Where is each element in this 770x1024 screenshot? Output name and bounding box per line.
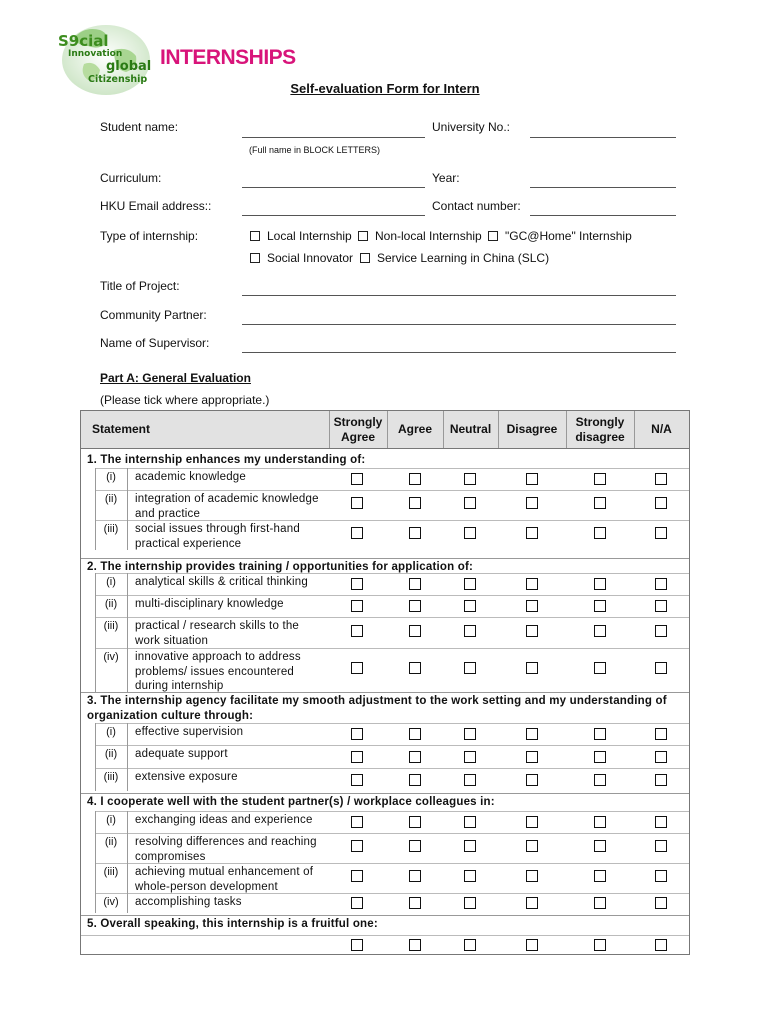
row-left-border: [95, 863, 96, 893]
rating-checkbox[interactable]: [409, 897, 421, 909]
section-title: [87, 694, 667, 724]
statement-line: accomplishing tasks: [135, 896, 242, 908]
row-left-border: [95, 833, 96, 863]
supervisor-line[interactable]: [242, 352, 676, 353]
rating-checkbox[interactable]: [594, 816, 606, 828]
rating-checkbox[interactable]: [351, 662, 363, 674]
rating-checkbox[interactable]: [351, 527, 363, 539]
student-name-label: Student name:: [100, 120, 179, 134]
row-num-border: [127, 863, 128, 893]
rating-checkbox[interactable]: [351, 751, 363, 763]
row-number: (i): [106, 814, 116, 826]
statement-line: whole-person development: [135, 880, 278, 893]
part-a-heading: Part A: General Evaluation: [100, 371, 251, 385]
statement-line: practical experience: [135, 537, 242, 550]
rating-checkbox[interactable]: [655, 751, 667, 763]
rating-checkbox[interactable]: [464, 578, 476, 590]
section-title-line: 3. The internship agency facilitate my smooth adjustment to the work setting and my understanding of: [87, 695, 667, 707]
row-divider: [95, 573, 689, 574]
rating-checkbox[interactable]: [409, 751, 421, 763]
row-left-border: [95, 768, 96, 791]
name-format-note: (Full name in BLOCK LETTERS): [249, 145, 381, 155]
row-num-border: [127, 573, 128, 595]
community-partner-line[interactable]: [242, 324, 676, 325]
row-statement: [135, 492, 319, 521]
rating-checkbox[interactable]: [594, 870, 606, 882]
rating-checkbox[interactable]: [464, 625, 476, 637]
row-divider: [95, 893, 689, 894]
row-divider: [95, 833, 689, 834]
rating-checkbox[interactable]: [351, 774, 363, 786]
row-divider: [95, 617, 689, 618]
rating-checkbox[interactable]: [526, 527, 538, 539]
checkbox-icon[interactable]: [488, 231, 498, 241]
rating-checkbox[interactable]: [409, 625, 421, 637]
rating-checkbox[interactable]: [655, 939, 667, 951]
section-title-line: 1. The internship enhances my understanding of:: [87, 454, 366, 466]
statement-line: work situation: [135, 634, 209, 647]
row-number: (iv): [103, 896, 119, 908]
rating-checkbox[interactable]: [464, 497, 476, 509]
row-left-border: [95, 468, 96, 490]
rating-checkbox[interactable]: [526, 625, 538, 637]
contact-line[interactable]: [530, 215, 676, 216]
row-left-border: [95, 490, 96, 520]
row-left-border: [95, 745, 96, 768]
rating-checkbox[interactable]: [594, 497, 606, 509]
rating-checkbox[interactable]: [464, 840, 476, 852]
statement-line: extensive exposure: [135, 771, 238, 783]
curriculum-line[interactable]: [242, 187, 425, 188]
checkbox-icon[interactable]: [250, 231, 260, 241]
row-num-border: [127, 723, 128, 745]
checkbox-icon[interactable]: [358, 231, 368, 241]
row-statement: [135, 650, 301, 694]
row-statement: [135, 835, 317, 864]
type-local-option[interactable]: Local Internship: [250, 229, 352, 243]
section-title-line: 2. The internship provides training / opportunities for application of:: [87, 561, 474, 573]
statement-line: and practice: [135, 507, 201, 520]
rating-checkbox[interactable]: [655, 527, 667, 539]
type-gchome-option[interactable]: "GC@Home" Internship: [488, 229, 632, 243]
header-na: N/A: [651, 422, 672, 436]
statement-line: social issues through first-hand: [135, 523, 300, 535]
row-statement: [135, 770, 238, 785]
rating-checkbox[interactable]: [526, 816, 538, 828]
row-left-border: [95, 520, 96, 550]
row-statement: [135, 575, 308, 590]
rating-checkbox[interactable]: [409, 662, 421, 674]
part-a-instruction: (Please tick where appropriate.): [100, 393, 270, 407]
logo-text-global: global: [106, 59, 152, 74]
year-label: Year:: [432, 171, 460, 185]
section-title: [87, 453, 365, 468]
rating-checkbox[interactable]: [409, 497, 421, 509]
rating-checkbox[interactable]: [409, 728, 421, 740]
rating-checkbox[interactable]: [526, 497, 538, 509]
rating-checkbox[interactable]: [409, 527, 421, 539]
rating-checkbox[interactable]: [409, 816, 421, 828]
type-slc-option[interactable]: Service Learning in China (SLC): [360, 251, 549, 265]
rating-checkbox[interactable]: [655, 578, 667, 590]
section-title: [87, 917, 378, 932]
row-statement: [135, 522, 300, 551]
row-number: (i): [106, 576, 116, 588]
row-statement: [135, 747, 228, 762]
evaluation-table: [80, 410, 690, 955]
row-num-border: [127, 468, 128, 490]
rating-checkbox[interactable]: [409, 600, 421, 612]
rating-checkbox[interactable]: [351, 578, 363, 590]
row-statement: [135, 813, 313, 828]
university-no-label: University No.:: [432, 120, 511, 134]
email-label: HKU Email address::: [100, 199, 212, 213]
curriculum-label: Curriculum:: [100, 171, 162, 185]
statement-line: achieving mutual enhancement of: [135, 866, 314, 878]
statement-line: academic knowledge: [135, 471, 246, 483]
community-partner-label: Community Partner:: [100, 308, 207, 322]
rating-checkbox[interactable]: [464, 870, 476, 882]
row-divider: [95, 468, 689, 469]
rating-checkbox[interactable]: [655, 625, 667, 637]
row-number: (i): [106, 726, 116, 738]
rating-checkbox[interactable]: [594, 897, 606, 909]
rating-checkbox[interactable]: [594, 578, 606, 590]
statement-line: effective supervision: [135, 726, 244, 738]
table-header: [81, 411, 689, 449]
rating-checkbox[interactable]: [655, 728, 667, 740]
row-left-border: [95, 723, 96, 745]
rating-checkbox[interactable]: [594, 625, 606, 637]
statement-line: resolving differences and reaching: [135, 836, 317, 848]
row-number: (ii): [104, 493, 118, 505]
row-statement: [135, 619, 299, 648]
statement-line: problems/ issues encountered: [135, 665, 295, 678]
rating-checkbox[interactable]: [526, 473, 538, 485]
student-name-line[interactable]: [242, 137, 425, 138]
rating-checkbox[interactable]: [594, 840, 606, 852]
section-divider: [81, 915, 689, 916]
row-num-border: [127, 595, 128, 617]
row-statement: [135, 725, 243, 740]
statement-line: multi-disciplinary knowledge: [135, 598, 284, 610]
rating-checkbox[interactable]: [409, 774, 421, 786]
row-number: (iv): [103, 651, 119, 663]
rating-checkbox[interactable]: [464, 816, 476, 828]
rating-checkbox[interactable]: [655, 497, 667, 509]
row-divider: [95, 863, 689, 864]
rating-checkbox[interactable]: [464, 662, 476, 674]
rating-checkbox[interactable]: [655, 870, 667, 882]
header-neutral: Neutral: [449, 422, 492, 436]
internship-type-label: Type of internship:: [100, 229, 199, 243]
statement-line: analytical skills & critical thinking: [135, 576, 308, 588]
rating-checkbox[interactable]: [526, 728, 538, 740]
row-divider: [95, 811, 689, 812]
rating-checkbox[interactable]: [351, 870, 363, 882]
rating-checkbox[interactable]: [351, 816, 363, 828]
rating-checkbox[interactable]: [464, 939, 476, 951]
row-statement: [135, 597, 284, 612]
section-title-line: 5. Overall speaking, this internship is a fruitful one:: [87, 918, 378, 930]
rating-checkbox[interactable]: [526, 578, 538, 590]
row-number: (iii): [103, 523, 119, 535]
rating-checkbox[interactable]: [464, 527, 476, 539]
row-num-border: [127, 811, 128, 833]
row-num-border: [127, 617, 128, 648]
internships-brand: INTERNSHIPS: [160, 46, 296, 69]
row-divider: [95, 520, 689, 521]
header-statement: Statement: [91, 422, 150, 436]
logo-text-citizenship: Citizenship: [88, 74, 148, 85]
statement-line: during internship: [135, 680, 224, 692]
section-title-line: organization culture through:: [87, 710, 254, 722]
rating-checkbox[interactable]: [526, 774, 538, 786]
section-divider: [81, 692, 689, 693]
rating-checkbox[interactable]: [526, 870, 538, 882]
row-left-border: [95, 811, 96, 833]
row-statement: [135, 895, 242, 910]
statement-line: adequate support: [135, 748, 228, 760]
row-number: (iii): [103, 620, 119, 632]
statement-line: exchanging ideas and experience: [135, 814, 313, 826]
header-agree: Agree: [397, 422, 432, 436]
row-left-border: [95, 573, 96, 595]
statement-line: innovative approach to address: [135, 651, 301, 663]
row-left-border: [95, 595, 96, 617]
rating-checkbox[interactable]: [464, 600, 476, 612]
row-number: (ii): [104, 836, 118, 848]
year-line[interactable]: [530, 187, 676, 188]
rating-checkbox[interactable]: [594, 751, 606, 763]
type-nonlocal-option[interactable]: Non-local Internship: [358, 229, 482, 243]
row-divider: [95, 768, 689, 769]
row-num-border: [127, 490, 128, 520]
section-title: [87, 795, 495, 810]
rating-checkbox[interactable]: [655, 840, 667, 852]
rating-checkbox[interactable]: [464, 897, 476, 909]
row-statement: [135, 470, 246, 485]
rating-checkbox[interactable]: [409, 473, 421, 485]
row-num-border: [127, 745, 128, 768]
row-num-border: [127, 893, 128, 913]
rating-checkbox[interactable]: [655, 662, 667, 674]
statement-line: practical / research skills to the: [135, 620, 300, 632]
logo-text-innovation: Innovation: [68, 49, 123, 59]
row-divider: [95, 648, 689, 649]
rating-checkbox[interactable]: [464, 728, 476, 740]
rating-checkbox[interactable]: [655, 473, 667, 485]
row-divider: [81, 935, 689, 936]
row-divider: [95, 723, 689, 724]
section-divider: [81, 793, 689, 794]
rating-checkbox[interactable]: [409, 870, 421, 882]
rating-checkbox[interactable]: [655, 816, 667, 828]
rating-checkbox[interactable]: [351, 497, 363, 509]
checkbox-icon[interactable]: [250, 253, 260, 263]
section-divider: [81, 558, 689, 559]
rating-checkbox[interactable]: [351, 625, 363, 637]
rating-checkbox[interactable]: [351, 897, 363, 909]
row-num-border: [127, 648, 128, 692]
row-number: (ii): [104, 748, 118, 760]
rating-checkbox[interactable]: [594, 473, 606, 485]
rating-checkbox[interactable]: [594, 600, 606, 612]
rating-checkbox[interactable]: [351, 473, 363, 485]
row-left-border: [95, 648, 96, 692]
row-num-border: [127, 833, 128, 863]
statement-line: compromises: [135, 850, 206, 863]
rating-checkbox[interactable]: [594, 728, 606, 740]
rating-checkbox[interactable]: [464, 751, 476, 763]
rating-checkbox[interactable]: [351, 939, 363, 951]
row-divider: [95, 595, 689, 596]
row-number: (i): [106, 471, 116, 483]
rating-checkbox[interactable]: [655, 600, 667, 612]
header-disagree: Disagree: [506, 422, 558, 436]
row-number: (ii): [104, 598, 118, 610]
rating-checkbox[interactable]: [594, 527, 606, 539]
row-number: (iii): [103, 866, 119, 878]
rating-checkbox[interactable]: [526, 751, 538, 763]
rating-checkbox[interactable]: [594, 939, 606, 951]
rating-checkbox[interactable]: [409, 840, 421, 852]
rating-checkbox[interactable]: [594, 774, 606, 786]
rating-checkbox[interactable]: [351, 600, 363, 612]
rating-checkbox[interactable]: [526, 662, 538, 674]
rating-checkbox[interactable]: [464, 473, 476, 485]
form-title: Self-evaluation Form for Intern: [290, 81, 480, 96]
rating-checkbox[interactable]: [526, 897, 538, 909]
header-strongly-disagree: Strongly disagree: [575, 414, 625, 444]
rating-checkbox[interactable]: [526, 600, 538, 612]
row-left-border: [95, 617, 96, 648]
row-divider: [95, 745, 689, 746]
contact-label: Contact number:: [432, 199, 521, 213]
rating-checkbox[interactable]: [409, 939, 421, 951]
checkbox-icon[interactable]: [360, 253, 370, 263]
row-statement: [135, 865, 313, 894]
row-left-border: [95, 893, 96, 913]
row-number: (iii): [103, 771, 119, 783]
rating-checkbox[interactable]: [655, 774, 667, 786]
rating-checkbox[interactable]: [526, 939, 538, 951]
rating-checkbox[interactable]: [655, 897, 667, 909]
supervisor-label: Name of Supervisor:: [100, 336, 210, 350]
email-line[interactable]: [242, 215, 425, 216]
header-strongly-agree: Strongly Agree: [333, 414, 383, 444]
statement-line: integration of academic knowledge: [135, 493, 319, 505]
university-no-line[interactable]: [530, 137, 676, 138]
type-social-innovator-option[interactable]: Social Innovator: [250, 251, 353, 265]
project-title-line[interactable]: [242, 295, 676, 296]
rating-checkbox[interactable]: [351, 728, 363, 740]
rating-checkbox[interactable]: [464, 774, 476, 786]
rating-checkbox[interactable]: [594, 662, 606, 674]
row-divider: [95, 490, 689, 491]
row-num-border: [127, 768, 128, 791]
section-title-line: 4. I cooperate well with the student partner(s) / workplace colleagues in:: [87, 796, 495, 808]
rating-checkbox[interactable]: [409, 578, 421, 590]
rating-checkbox[interactable]: [526, 840, 538, 852]
project-title-label: Title of Project:: [100, 279, 180, 293]
row-num-border: [127, 520, 128, 550]
rating-checkbox[interactable]: [351, 840, 363, 852]
logo-text-social: S9cial: [58, 32, 109, 50]
